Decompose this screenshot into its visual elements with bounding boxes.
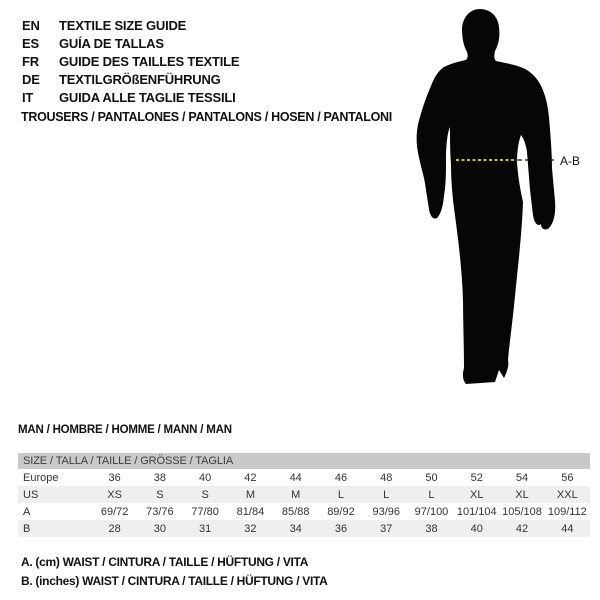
table-row-us xyxy=(18,486,590,503)
size-cell: 52 xyxy=(470,471,483,484)
size-cell: 44 xyxy=(561,522,574,535)
size-cell: 36 xyxy=(334,522,348,535)
size-cell: M xyxy=(291,488,301,501)
size-cell: XS xyxy=(107,488,122,501)
language-label: GUIDA ALLE TAGLIE TESSILI xyxy=(59,89,236,105)
size-cell: 32 xyxy=(244,522,257,535)
size-cell: 36 xyxy=(108,471,121,484)
footnotes xyxy=(21,553,328,590)
size-cell: 73/76 xyxy=(146,505,174,518)
size-cell: 48 xyxy=(380,471,393,484)
size-cell: 50 xyxy=(425,471,438,484)
size-cell: 69/72 xyxy=(100,505,129,518)
size-cell: 101/104 xyxy=(456,505,497,518)
language-row-es xyxy=(22,34,239,52)
size-cell: L xyxy=(337,488,345,501)
size-cell: 28 xyxy=(108,522,121,535)
row-label: A xyxy=(23,505,31,518)
size-cell: 97/100 xyxy=(414,505,449,518)
size-cell: 37 xyxy=(380,522,393,535)
size-table xyxy=(18,469,590,537)
language-code: EN xyxy=(22,17,40,33)
size-cell: 81/84 xyxy=(236,505,265,518)
size-cell: XL xyxy=(515,488,529,501)
language-code: ES xyxy=(22,35,39,51)
size-cell: 40 xyxy=(470,522,483,535)
man-body-shape xyxy=(417,9,556,384)
size-cell: 40 xyxy=(199,471,212,484)
language-label: TEXTILE SIZE GUIDE xyxy=(59,17,187,33)
size-cell: L xyxy=(383,488,390,501)
size-cell: 42 xyxy=(244,471,257,484)
language-label: TEXTILGRÖßENFÜHRUNG xyxy=(59,71,221,87)
row-label: US xyxy=(23,488,39,501)
table-row-b-inches xyxy=(18,520,590,537)
measure-label: A-B xyxy=(560,154,581,168)
size-cell: XL xyxy=(470,488,484,501)
table-section-title: MAN / HOMBRE / HOMME / MANN / MAN xyxy=(18,424,232,436)
size-cell: 34 xyxy=(289,522,302,535)
size-cell: M xyxy=(245,488,256,501)
language-label: GUÍA DE TALLAS xyxy=(59,35,164,51)
size-cell: 109/112 xyxy=(547,505,587,518)
language-row-en xyxy=(22,16,239,34)
size-cell: 38 xyxy=(153,471,167,484)
footnote-a: A. (cm) WAIST / CINTURA / TAILLE / HÜFTUNG / VITA xyxy=(21,555,309,569)
language-label: GUIDE DES TAILLES TEXTILE xyxy=(59,53,240,69)
footnote-b: B. (inches) WAIST / CINTURA / TAILLE / HÜFTUNG / VITA xyxy=(21,573,328,588)
size-cell: 44 xyxy=(289,471,302,484)
size-cell: 93/96 xyxy=(372,505,400,518)
language-row-fr xyxy=(22,52,239,70)
size-cell: 46 xyxy=(334,471,348,484)
language-list xyxy=(22,16,239,106)
language-code: IT xyxy=(22,89,34,105)
man-silhouette-figure xyxy=(400,0,585,400)
language-code: FR xyxy=(22,53,39,69)
size-cell: 85/88 xyxy=(281,505,310,518)
row-label: Europe xyxy=(23,471,59,484)
product-title: TROUSERS / PANTALONES / PANTALONS / HOSEN / PANTALONI xyxy=(21,110,392,124)
size-cell: 42 xyxy=(515,522,529,535)
size-cell: 38 xyxy=(425,522,438,535)
size-cell: 54 xyxy=(515,471,529,484)
table-row-a-cm xyxy=(18,503,590,520)
size-cell: 31 xyxy=(199,522,212,535)
size-cell: 30 xyxy=(153,522,167,535)
row-label: B xyxy=(23,522,31,535)
size-cell: S xyxy=(156,488,164,501)
language-row-it xyxy=(22,88,239,106)
size-cell: S xyxy=(201,488,209,501)
size-cell: 89/92 xyxy=(327,505,355,518)
size-cell: L xyxy=(428,488,435,501)
size-cell: 56 xyxy=(561,471,574,484)
size-cell: 105/108 xyxy=(502,505,542,518)
size-cell: 77/80 xyxy=(191,505,219,518)
table-row-europe xyxy=(18,469,590,486)
language-row-de xyxy=(22,70,239,88)
size-cell: XXL xyxy=(556,488,578,501)
size-table-header: SIZE / TALLA / TAILLE / GRÖSSE / TAGLIA xyxy=(18,453,590,469)
language-code: DE xyxy=(22,71,40,87)
